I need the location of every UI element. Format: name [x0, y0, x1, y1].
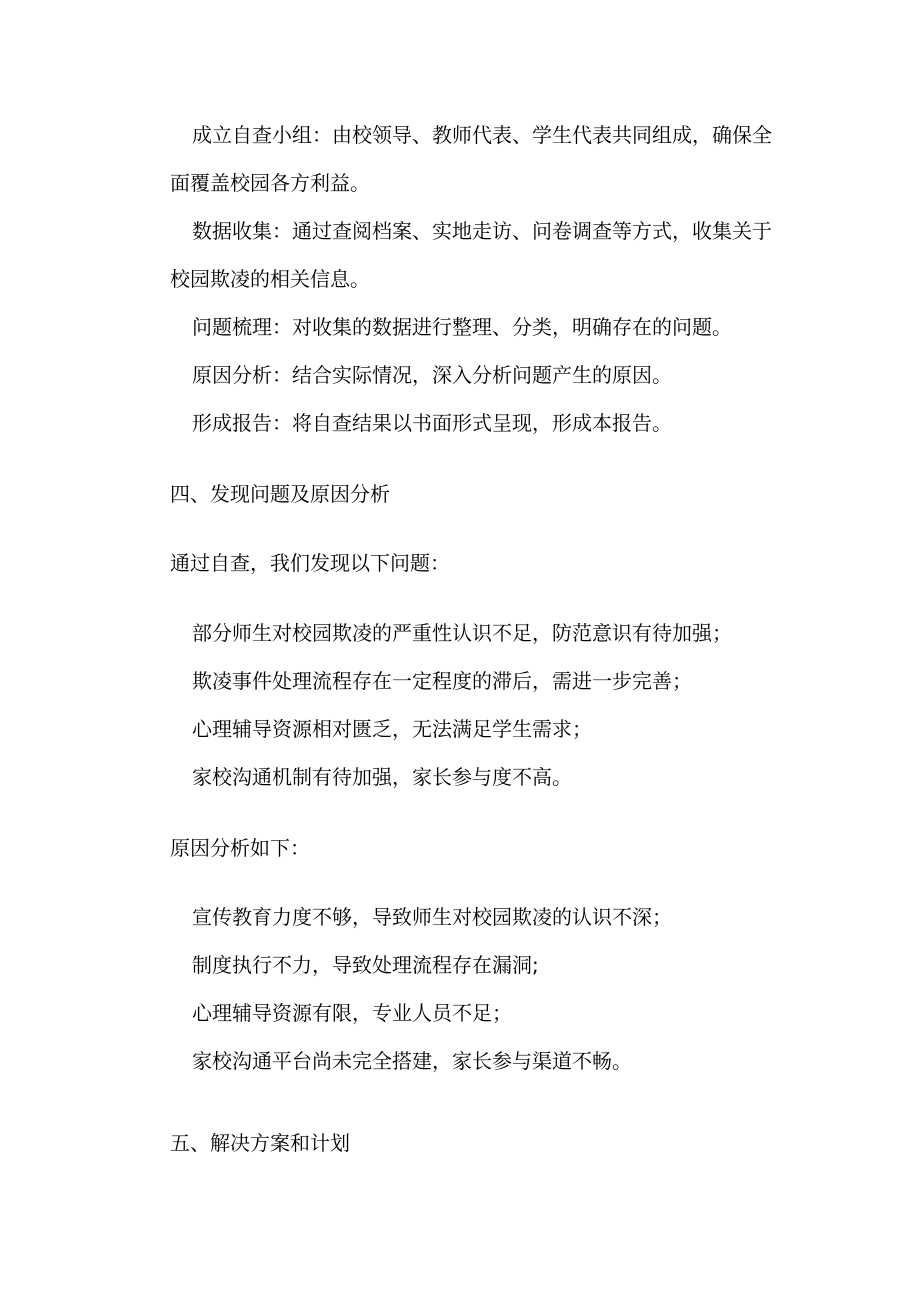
- cause-item-2: 制度执行不力，导致处理流程存在漏洞;: [192, 953, 539, 977]
- problem-item-3: 心理辅导资源相对匮乏，无法满足学生需求；: [192, 717, 592, 741]
- section-5-heading: 五、解决方案和计划: [170, 1131, 350, 1155]
- section-4-heading: 四、发现问题及原因分析: [170, 482, 390, 506]
- method-step-3: 问题梳理：对收集的数据进行整理、分类，明确存在的问题。: [192, 315, 732, 339]
- method-step-1-line-2: 面覆盖校园各方利益。: [170, 171, 370, 195]
- method-step-4: 原因分析：结合实际情况，深入分析问题产生的原因。: [192, 363, 672, 387]
- cause-item-3: 心理辅导资源有限，专业人员不足；: [192, 1001, 512, 1025]
- problem-item-2: 欺凌事件处理流程存在一定程度的滞后，需进一步完善；: [192, 669, 692, 693]
- problems-intro: 通过自查，我们发现以下问题：: [170, 551, 450, 575]
- problem-item-1: 部分师生对校园欺凌的严重性认识不足，防范意识有待加强；: [192, 621, 732, 645]
- causes-intro: 原因分析如下：: [170, 836, 310, 860]
- problem-item-4: 家校沟通机制有待加强，家长参与度不高。: [192, 765, 572, 789]
- method-step-1-line-1: 成立自查小组：由校领导、教师代表、学生代表共同组成，确保全: [192, 123, 772, 147]
- cause-item-1: 宣传教育力度不够，导致师生对校园欺凌的认识不深；: [192, 905, 672, 929]
- method-step-2-line-1: 数据收集：通过查阅档案、实地走访、问卷调查等方式，收集关于: [192, 219, 772, 243]
- cause-item-4: 家校沟通平台尚未完全搭建，家长参与渠道不畅。: [192, 1049, 632, 1073]
- method-step-2-line-2: 校园欺凌的相关信息。: [170, 267, 370, 291]
- method-step-5: 形成报告：将自查结果以书面形式呈现，形成本报告。: [192, 411, 672, 435]
